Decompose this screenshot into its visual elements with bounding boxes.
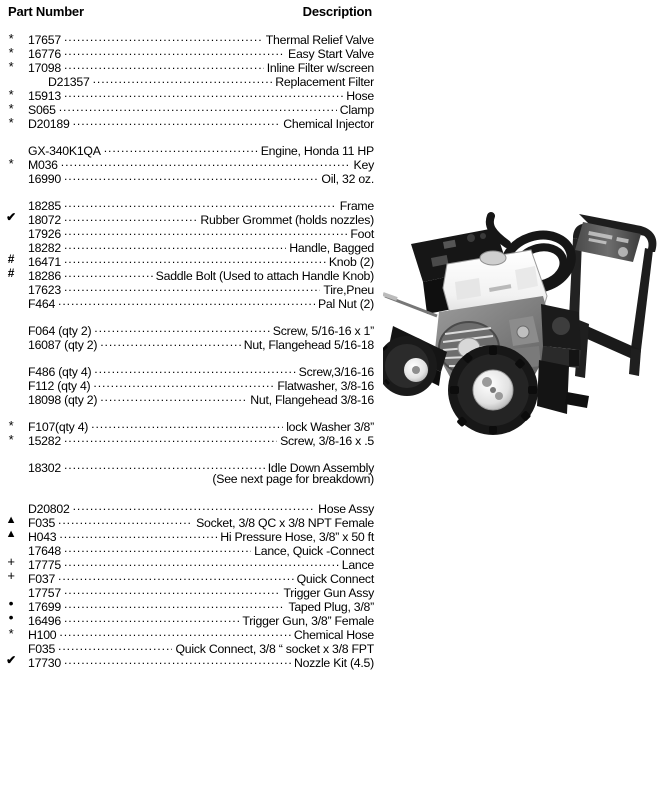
part-description: Tire,Pneu — [323, 283, 374, 297]
dot-leader — [64, 238, 286, 252]
part-row[interactable] — [0, 390, 380, 407]
part-row[interactable] — [0, 609, 380, 628]
part-number: 16087 (qty 2) — [28, 338, 98, 352]
part-number: 15913 — [28, 89, 61, 103]
parts-group — [0, 499, 380, 670]
part-description: Knob (2) — [328, 255, 374, 269]
part-row[interactable] — [0, 141, 380, 158]
part-row[interactable] — [0, 210, 380, 227]
part-number: 17623 — [28, 283, 61, 297]
part-number: 17757 — [28, 586, 61, 600]
part-description: Lance, Quick -Connect — [254, 544, 374, 558]
part-description: Screw, 5/16-16 x 1” — [272, 324, 374, 338]
part-description: Trigger Gun Assy — [283, 586, 374, 600]
parts-list — [0, 30, 380, 670]
part-description: Foot — [350, 227, 374, 241]
part-row[interactable] — [0, 321, 380, 338]
part-number: F112 (qty 4) — [28, 379, 91, 393]
part-description: Nozzle Kit (4.5) — [293, 656, 374, 670]
part-marker: ▲ — [5, 528, 17, 540]
dot-leader — [64, 44, 285, 58]
part-number: F107(qty 4) — [28, 420, 89, 434]
part-number: 16471 — [28, 255, 61, 269]
part-description: Hose — [346, 89, 374, 103]
part-row[interactable] — [0, 376, 380, 393]
part-row[interactable] — [0, 625, 380, 642]
part-description: Frame — [339, 199, 374, 213]
part-row[interactable] — [0, 472, 380, 486]
part-number: D20189 — [28, 117, 70, 131]
part-description: Lance — [341, 558, 374, 572]
part-row[interactable] — [0, 554, 380, 572]
dot-leader — [64, 541, 251, 555]
dot-leader — [73, 114, 281, 128]
part-number: F464 — [28, 297, 56, 311]
part-row[interactable] — [0, 583, 380, 600]
part-number: 18282 — [28, 241, 61, 255]
part-description: Socket, 3/8 QC x 3/8 NPT Female — [196, 516, 374, 530]
dot-leader — [64, 169, 318, 183]
part-row[interactable] — [0, 72, 380, 89]
part-row[interactable] — [0, 335, 380, 352]
dot-leader — [100, 390, 247, 404]
part-row[interactable] — [0, 86, 380, 103]
part-row[interactable] — [0, 100, 380, 117]
part-marker: ▲ — [5, 514, 17, 526]
dot-leader — [64, 597, 285, 611]
part-row[interactable] — [0, 499, 380, 516]
part-description: Pal Nut (2) — [317, 297, 374, 311]
part-marker: # — [7, 252, 15, 266]
part-row[interactable] — [0, 238, 380, 255]
part-row[interactable] — [0, 541, 380, 558]
parts-group — [0, 417, 380, 448]
part-description: Chemical Injector — [283, 117, 374, 131]
part-description: Engine, Honda 11 HP — [260, 144, 374, 158]
part-marker: * — [8, 45, 14, 60]
part-marker: * — [8, 626, 14, 641]
part-number: M036 — [28, 158, 58, 172]
dot-leader — [59, 625, 290, 639]
part-row[interactable] — [0, 252, 380, 269]
dot-leader — [64, 196, 337, 210]
dot-leader — [64, 583, 281, 597]
part-description: lock Washer 3/8” — [286, 420, 374, 434]
part-number: 16776 — [28, 47, 61, 61]
dot-leader — [64, 555, 339, 569]
part-description: Handle, Bagged — [289, 241, 374, 255]
part-description: Nut, Flangehead 3/8-16 — [250, 393, 374, 407]
parts-group — [0, 458, 380, 486]
dot-leader — [58, 294, 315, 308]
dot-leader — [58, 639, 172, 653]
part-row[interactable] — [0, 513, 380, 530]
part-marker: * — [8, 115, 14, 130]
part-row[interactable] — [0, 568, 380, 586]
dot-leader — [100, 335, 240, 349]
part-row[interactable] — [0, 280, 380, 297]
parts-group — [0, 321, 380, 352]
part-description: Replacement Filter — [275, 75, 374, 89]
part-description: Taped Plug, 3/8” — [288, 600, 374, 614]
part-description: Screw,3/16-16 — [298, 365, 374, 379]
column-header-part-number: Part Number — [8, 4, 84, 19]
part-marker: + — [7, 554, 15, 569]
dot-leader — [104, 141, 258, 155]
part-number: H100 — [28, 628, 57, 642]
part-number: 17657 — [28, 33, 61, 47]
part-row[interactable] — [0, 362, 380, 379]
part-number: 17730 — [28, 656, 61, 670]
dot-leader — [64, 431, 277, 445]
part-row[interactable] — [0, 44, 380, 61]
dot-leader — [93, 72, 273, 86]
part-marker: * — [8, 418, 14, 433]
parts-group — [0, 141, 380, 186]
dot-leader — [94, 321, 270, 335]
part-marker: * — [8, 101, 14, 116]
part-description: Idle Down Assembly — [267, 461, 374, 475]
part-number: F035 — [28, 516, 56, 530]
parts-group — [0, 362, 380, 407]
part-row[interactable] — [0, 155, 380, 172]
dot-leader — [64, 611, 239, 625]
part-description: Clamp — [339, 103, 374, 117]
part-marker: • — [8, 595, 14, 611]
parts-group — [0, 196, 380, 311]
part-description: Key — [353, 158, 374, 172]
part-number: 17648 — [28, 544, 61, 558]
dot-leader — [64, 86, 343, 100]
part-number: GX-340K1QA — [28, 144, 101, 158]
part-note: (See next page for breakdown) — [212, 472, 374, 486]
dot-leader — [64, 210, 197, 224]
part-row[interactable] — [0, 224, 380, 241]
part-number: 17098 — [28, 61, 61, 75]
part-description: Thermal Relief Valve — [265, 33, 374, 47]
dot-leader — [73, 499, 316, 513]
part-number: 17699 — [28, 600, 61, 614]
part-marker: ✔ — [6, 210, 16, 224]
part-number: 15282 — [28, 434, 61, 448]
part-description: Quick Connect — [296, 572, 374, 586]
part-number: F037 — [28, 572, 56, 586]
part-row[interactable] — [0, 266, 380, 283]
part-row[interactable] — [0, 30, 380, 47]
part-description: Flatwasher, 3/8-16 — [277, 379, 374, 393]
dot-leader — [64, 266, 153, 280]
part-number: 16990 — [28, 172, 61, 186]
dot-leader — [64, 224, 347, 238]
dot-leader — [93, 376, 274, 390]
part-marker: * — [8, 59, 14, 74]
part-marker: # — [7, 266, 15, 280]
dot-leader — [58, 569, 294, 583]
dot-leader — [64, 280, 320, 294]
part-number: 18285 — [28, 199, 61, 213]
part-number: D20802 — [28, 502, 70, 516]
part-number: 17926 — [28, 227, 61, 241]
part-row[interactable] — [0, 595, 380, 614]
part-description: Screw, 3/8-16 x .5 — [280, 434, 374, 448]
part-number: 18072 — [28, 213, 61, 227]
part-number: F064 (qty 2) — [28, 324, 92, 338]
part-row[interactable] — [0, 639, 380, 656]
dot-leader — [64, 58, 264, 72]
dot-leader — [94, 362, 295, 376]
column-header-description: Description — [302, 4, 372, 19]
part-number: 18302 — [28, 461, 61, 475]
part-number: F035 — [28, 642, 56, 656]
part-number: F486 (qty 4) — [28, 365, 92, 379]
part-description: Rubber Grommet (holds nozzles) — [200, 213, 374, 227]
pressure-washer-photo — [383, 200, 661, 435]
parts-group — [0, 30, 380, 131]
part-description: Quick Connect, 3/8 “ socket x 3/8 FPT — [175, 642, 374, 656]
dot-leader — [64, 252, 326, 266]
part-number: D21357 — [48, 75, 90, 89]
part-description: Nut, Flangehead 5/16-18 — [243, 338, 374, 352]
part-row[interactable] — [0, 527, 380, 544]
part-marker: ✔ — [6, 653, 16, 667]
dot-leader — [64, 30, 263, 44]
dot-leader — [64, 653, 291, 667]
part-number: H043 — [28, 530, 57, 544]
part-row[interactable] — [0, 58, 380, 75]
dot-leader — [58, 513, 193, 527]
dot-leader — [61, 155, 351, 169]
part-marker: * — [8, 432, 14, 447]
part-row[interactable] — [0, 114, 380, 131]
part-row[interactable] — [0, 294, 380, 311]
part-number: 18286 — [28, 269, 61, 283]
part-row[interactable] — [0, 169, 380, 186]
part-row[interactable] — [0, 653, 380, 670]
part-row[interactable] — [0, 458, 380, 475]
part-marker: * — [8, 156, 14, 171]
dot-leader — [59, 100, 337, 114]
part-number: 16496 — [28, 614, 61, 628]
part-number: 17775 — [28, 558, 61, 572]
part-marker: * — [8, 87, 14, 102]
part-marker: * — [8, 31, 14, 46]
part-description: Oil, 32 oz. — [321, 172, 374, 186]
dot-leader — [91, 417, 283, 431]
part-description: Saddle Bolt (Used to attach Handle Knob) — [155, 269, 374, 283]
part-row[interactable] — [0, 417, 380, 434]
part-number: 18098 (qty 2) — [28, 393, 98, 407]
part-marker: + — [7, 568, 15, 583]
part-description: Easy Start Valve — [288, 47, 374, 61]
part-number: S065 — [28, 103, 56, 117]
part-marker: • — [8, 609, 14, 625]
part-description: Hose Assy — [318, 502, 374, 516]
part-row[interactable] — [0, 196, 380, 213]
part-description: Chemical Hose — [293, 628, 374, 642]
part-row[interactable] — [0, 431, 380, 448]
part-description: Trigger Gun, 3/8” Female — [242, 614, 374, 628]
dot-leader — [64, 458, 265, 472]
table-header — [0, 4, 378, 24]
part-description: Inline Filter w/screen — [266, 61, 374, 75]
dot-leader — [59, 527, 217, 541]
part-description: Hi Pressure Hose, 3/8” x 50 ft — [220, 530, 374, 544]
